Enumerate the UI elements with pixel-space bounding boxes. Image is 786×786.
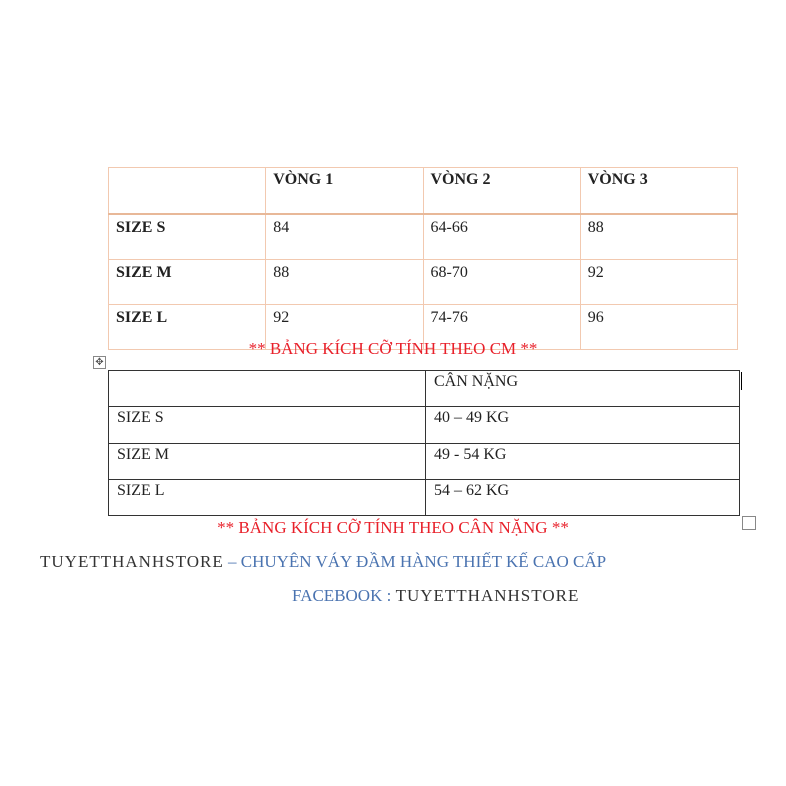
size-label-cell: SIZE M <box>109 260 266 305</box>
vong3-cell: 92 <box>580 260 737 305</box>
facebook-handle: TUYETTHANHSTORE <box>395 586 580 605</box>
weight-table <box>108 370 740 516</box>
header-cell-vong3: VÒNG 3 <box>580 168 737 215</box>
table-row <box>109 479 740 515</box>
weight-cell: 40 – 49 KG <box>426 407 740 443</box>
table-row <box>109 260 738 305</box>
size-label-cell: SIZE S <box>109 214 266 260</box>
text-cursor <box>741 372 742 390</box>
size-label-cell: SIZE M <box>109 443 426 479</box>
weight-table-caption: ** BẢNG KÍCH CỠ TÍNH THEO CÂN NẶNG ** <box>217 518 569 537</box>
store-tagline: – CHUYÊN VÁY ĐẦM HÀNG THIẾT KẾ CAO CẤP <box>223 552 607 571</box>
table-row <box>109 407 740 443</box>
table-move-handle-icon[interactable]: ✥ <box>93 356 106 369</box>
size-label-cell: SIZE L <box>109 305 266 350</box>
weight-cell: 54 – 62 KG <box>426 479 740 515</box>
vong3-cell: 96 <box>580 305 737 350</box>
vong2-cell: 64-66 <box>423 214 580 260</box>
header-cell-empty <box>109 371 426 407</box>
table-row <box>109 214 738 260</box>
size-measurement-table <box>108 167 738 350</box>
facebook-label: FACEBOOK : <box>292 586 396 605</box>
header-cell-vong2: VÒNG 2 <box>423 168 580 215</box>
table-header-row <box>109 168 738 215</box>
vong2-cell: 74-76 <box>423 305 580 350</box>
store-name: TUYETTHANHSTORE <box>40 552 224 571</box>
store-tagline-line <box>40 552 606 572</box>
facebook-line <box>292 586 579 606</box>
table-header-row <box>109 371 740 407</box>
size-label-cell: SIZE S <box>109 407 426 443</box>
vong1-cell: 92 <box>266 305 423 350</box>
vong1-cell: 88 <box>266 260 423 305</box>
table-row <box>109 443 740 479</box>
header-cell-vong1: VÒNG 1 <box>266 168 423 215</box>
header-cell-empty <box>109 168 266 215</box>
vong3-cell: 88 <box>580 214 737 260</box>
vong1-cell: 84 <box>266 214 423 260</box>
header-cell-weight: CÂN NẶNG <box>426 371 740 407</box>
size-label-cell: SIZE L <box>109 479 426 515</box>
weight-cell: 49 - 54 KG <box>426 443 740 479</box>
vong2-cell: 68-70 <box>423 260 580 305</box>
size-table-caption: ** BẢNG KÍCH CỠ TÍNH THEO CM ** <box>248 339 538 358</box>
